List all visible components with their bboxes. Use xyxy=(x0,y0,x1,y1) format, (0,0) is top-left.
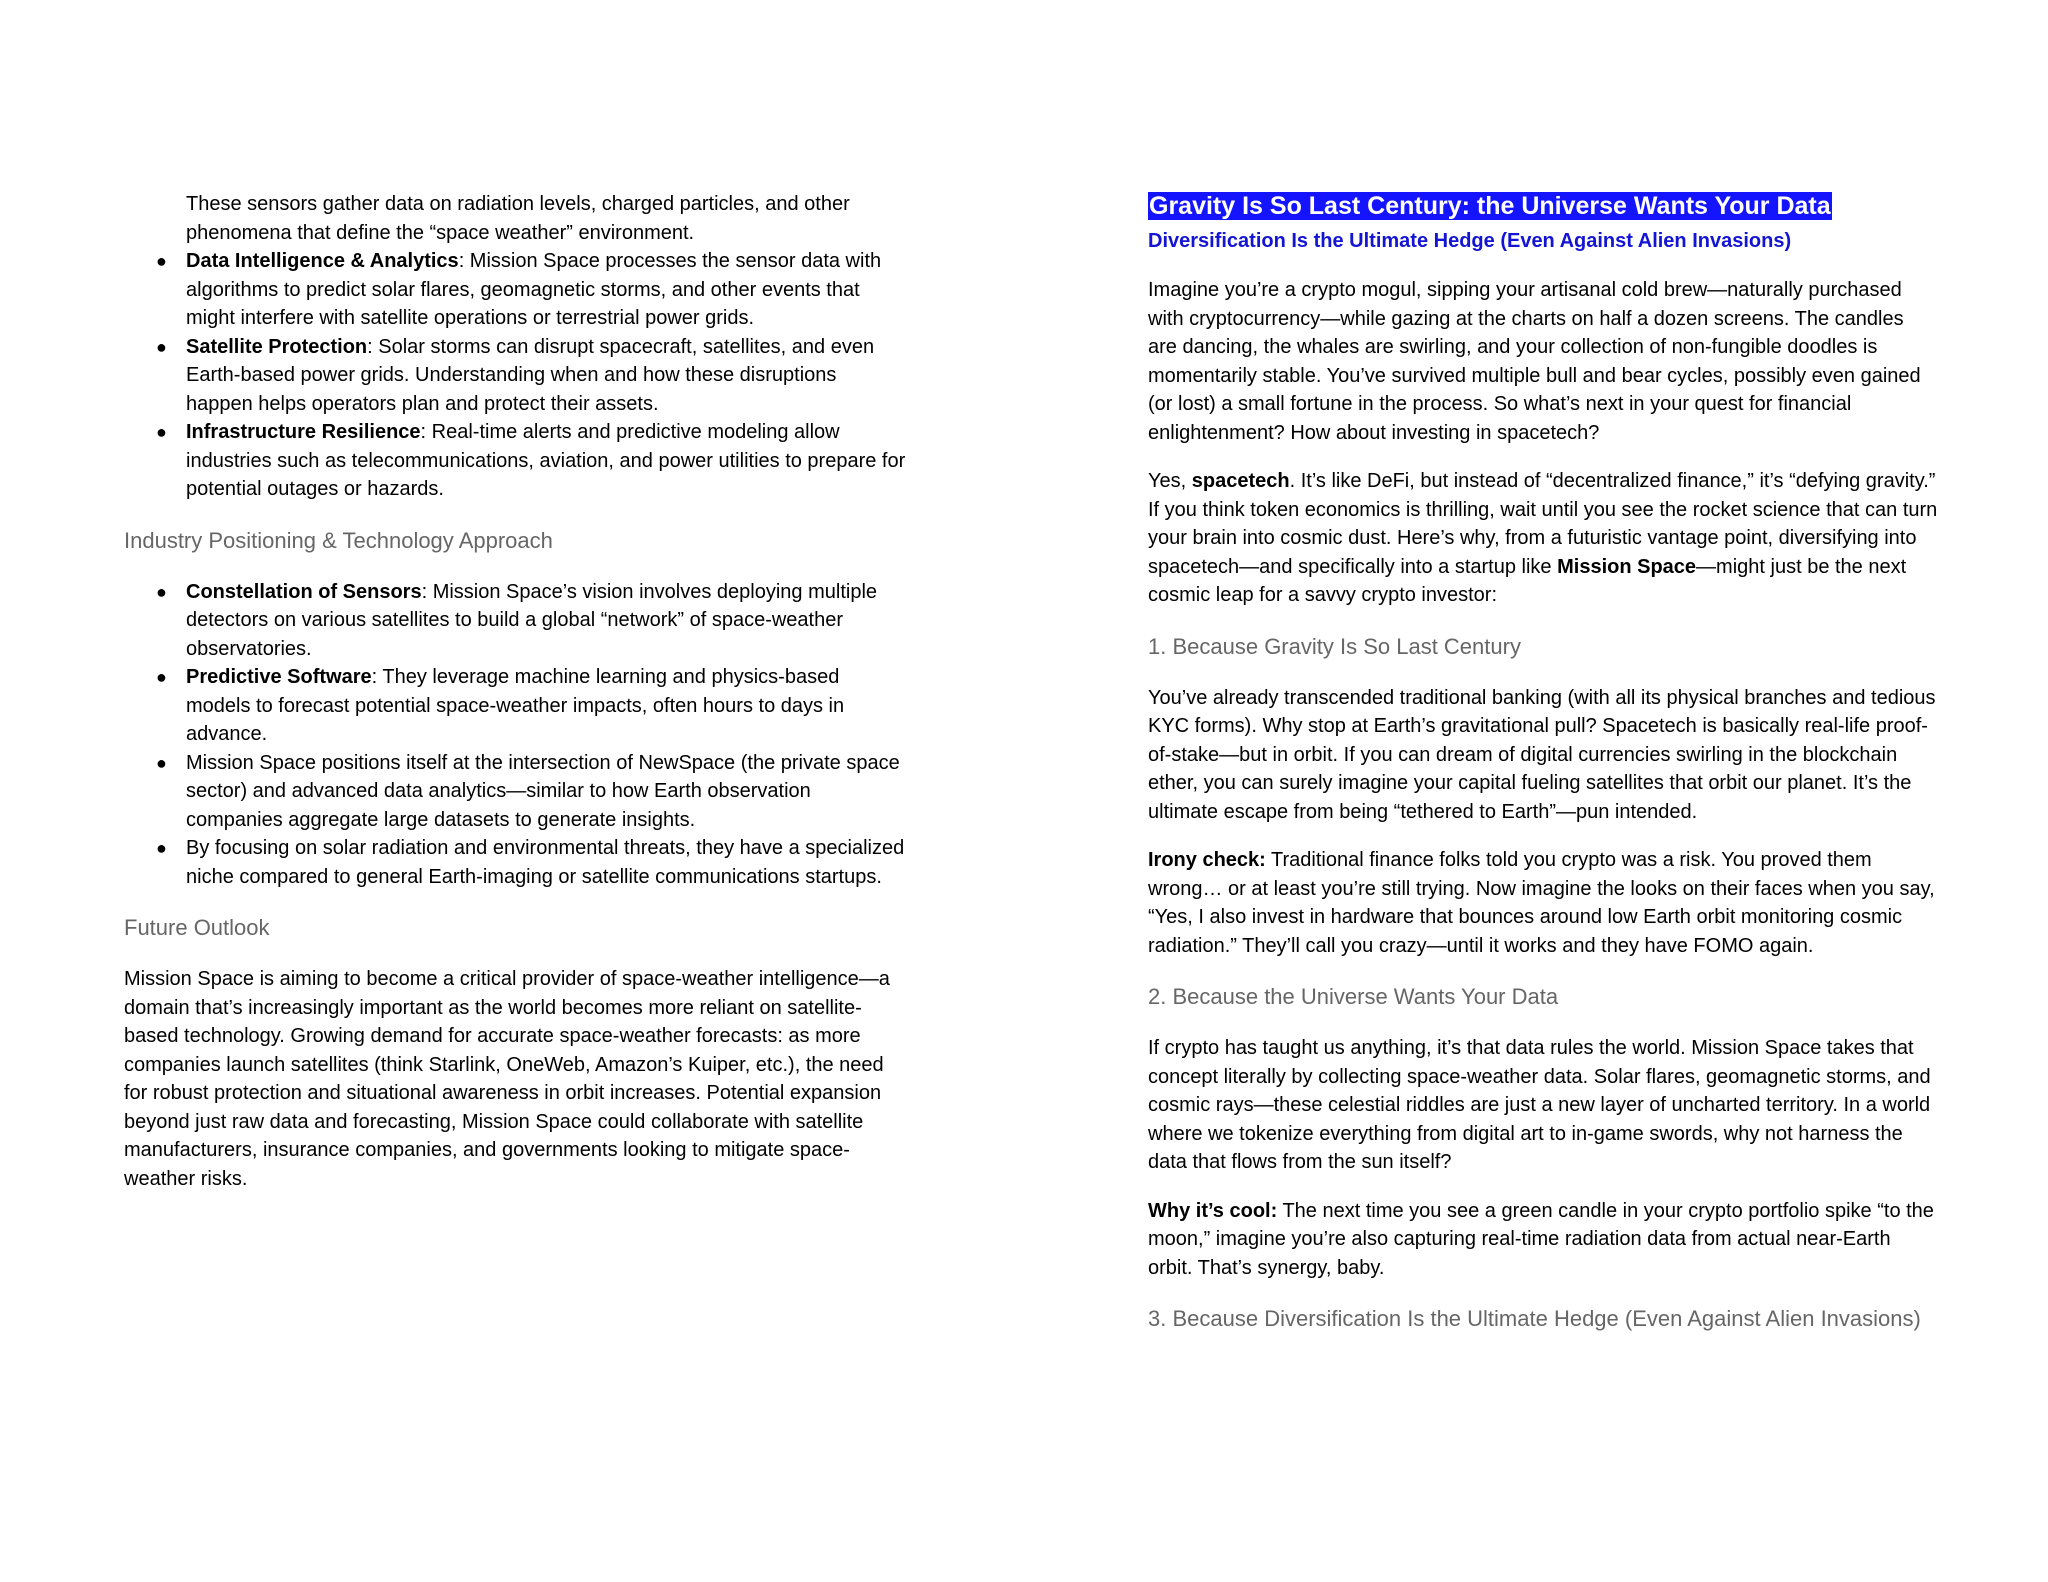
list-item-label: Satellite Protection xyxy=(186,335,368,358)
list-item xyxy=(124,333,908,419)
list-item xyxy=(124,663,908,749)
section-heading: 1. Because Gravity Is So Last Century xyxy=(1148,633,1521,659)
list-item xyxy=(124,834,908,891)
list-item-text: : Solar storms can disrupt spacecraft, satellites, and even Earth-based power grids. Understanding when and how these disruptions happen helps operators plan and protect their assets. xyxy=(186,335,875,415)
list-item xyxy=(124,418,908,504)
document-title xyxy=(1148,190,1938,222)
bullet-list-1 xyxy=(124,247,908,504)
bullet-icon: ● xyxy=(156,422,167,442)
list-item-text: : They leverage machine learning and physics-based models to forecast potential space-weather impacts, often hours to days in advance. xyxy=(186,666,845,745)
bullet-icon: ● xyxy=(156,581,167,602)
section-heading: Future Outlook xyxy=(124,915,270,940)
list-item-label: Constellation of Sensors xyxy=(186,580,422,603)
paragraph: Imagine you’re a crypto mogul, sipping your artisanal cold brew—naturally purchased with cryptocurrency—while gazing at the charts on half a dozen screens. The candles are dancing, the whales are swirling, and your collection of non-fungible doodles is momentarily stable. You’ve survived multiple bull and bear cycles, possibly even gained (or lost) a small fortune in the process. So what’s next in your quest for financial enlightenment? How about investing in spacetech? xyxy=(1148,279,1921,444)
bullet-icon: ● xyxy=(156,752,167,773)
left-column xyxy=(124,190,908,1193)
list-item-text: : Mission Space processes the sensor data with algorithms to predict solar flares, geomagnetic storms, and other events that might interfere with satellite operations or terrestrial power grids. xyxy=(186,250,882,329)
list-item xyxy=(124,749,908,835)
text-run: . It’s like DeFi, but instead of “decentralized finance,” it’s “defying gravity.” If you think token economics is thrilling, wait until you see the rocket science that can turn your brain into cosmic dust. Here’s why, from a futuristic vantage point, diversifying into spacetech—and specifically into a startup like xyxy=(1148,470,1938,578)
list-item xyxy=(124,578,908,664)
paragraph: You’ve already transcended traditional banking (with all its physical branches and tedious KYC forms). Why stop at Earth’s gravitational pull? Spacetech is basically real-life proof-of-stake—but in orbit. If you can dream of digital currencies swirling in the blockchain ether, you can surely imagine your capital fueling satellites that orbit our planet. It’s the ultimate escape from being “tethered to Earth”—pun intended. xyxy=(1148,686,1936,823)
text-run: Traditional finance folks told you crypto was a risk. You proved them wrong… or at least you’re still trying. Now imagine the looks on their faces when you say, “Yes, I also invest in hardware that bounces around low Earth orbit monitoring cosmic radiation.” They’ll call you crazy—until it works and they have FOMO again. xyxy=(1148,849,1935,957)
list-item-continuation: These sensors gather data on radiation levels, charged particles, and other phenomena that define the “space weather” environment. xyxy=(186,193,850,244)
paragraph xyxy=(1148,1197,1938,1283)
bullet-list-2 xyxy=(124,578,908,892)
bold-lead: Irony check: xyxy=(1148,849,1266,871)
list-item-label: Predictive Software xyxy=(186,666,372,688)
text-run: —might just be the next cosmic leap for a savvy crypto investor: xyxy=(1148,555,1907,606)
selected-title-text[interactable]: Gravity Is So Last Century: the Universe Wants Your Data xyxy=(1149,192,1831,220)
bullet-icon: ● xyxy=(156,838,167,858)
bold-lead: Why it’s cool: xyxy=(1148,1199,1278,1222)
list-item-label: Infrastructure Resilience xyxy=(186,421,421,443)
right-column xyxy=(1148,190,1938,1334)
bold-term: Mission Space xyxy=(1557,555,1697,578)
document-subtitle: Diversification Is the Ultimate Hedge (Even Against Alien Invasions) xyxy=(1148,230,1792,252)
list-item xyxy=(124,247,908,333)
list-item-text: By focusing on solar radiation and environmental threats, they have a specialized niche compared to general Earth-imaging or satellite communications startups. xyxy=(186,837,905,888)
paragraph xyxy=(1148,846,1938,960)
bullet-icon: ● xyxy=(156,251,167,271)
list-item-text: : Real-time alerts and predictive modeling allow industries such as telecommunications, aviation, and power utilities to prepare for potential outages or hazards. xyxy=(186,421,906,500)
bullet-icon: ● xyxy=(156,336,167,357)
text-run: Yes, xyxy=(1148,470,1192,492)
paragraph xyxy=(1148,467,1938,610)
section-heading: Industry Positioning & Technology Approach xyxy=(124,527,553,553)
paragraph: Mission Space is aiming to become a critical provider of space-weather intelligence—a domain that’s increasingly important as the world becomes more reliant on satellite-based technology. Growing demand for accurate space-weather forecasts: as more companies launch satellites (think Starlink, OneWeb, Amazon’s Kuiper, etc.), the need for robust protection and situational awareness in orbit increases. Potential expansion beyond just raw data and forecasting, Mission Space could collaborate with satellite manufacturers, insurance companies, and governments looking to mitigate space-weather risks. xyxy=(124,968,890,1190)
list-item-label: Data Intelligence & Analytics xyxy=(186,250,459,272)
paragraph: If crypto has taught us anything, it’s that data rules the world. Mission Space takes that concept literally by collecting space-weather data. Solar flares, geomagnetic storms, and cosmic rays—these celestial riddles are just a new layer of uncharted territory. In a world where we tokenize everything from digital art to in-game swords, why not harness the data that flows from the sun itself? xyxy=(1148,1037,1931,1173)
bold-term: spacetech xyxy=(1191,470,1290,492)
list-item-text: Mission Space positions itself at the intersection of NewSpace (the private space sector) and advanced data analytics—similar to how Earth observation companies aggregate large datasets to generate insights. xyxy=(186,751,900,831)
text-run: The next time you see a green candle in your crypto portfolio spike “to the moon,” imagine you’re also capturing real-time radiation data from actual near-Earth orbit. That’s synergy, baby. xyxy=(1148,1199,1934,1279)
right-page xyxy=(1024,0,2048,1582)
bullet-icon: ● xyxy=(156,667,167,687)
section-heading: 2. Because the Universe Wants Your Data xyxy=(1148,984,1559,1009)
section-heading: 3. Because Diversification Is the Ultimate Hedge (Even Against Alien Invasions) xyxy=(1148,1306,1921,1331)
list-item-text: : Mission Space’s vision involves deploying multiple detectors on various satellites to build a global “network” of space-weather observatories. xyxy=(186,580,878,660)
